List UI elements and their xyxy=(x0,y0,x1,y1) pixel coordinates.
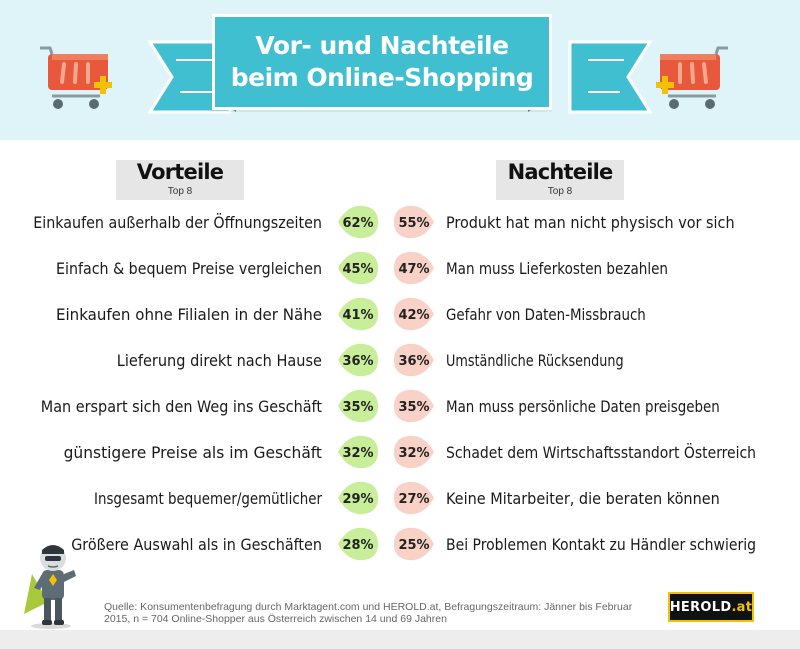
nachteil-value-label: 55% xyxy=(398,216,430,231)
logo-main: HEROLD xyxy=(669,599,732,615)
nachteil-value-label: 32% xyxy=(398,446,430,461)
vorteil-label: Einfach & bequem Preise vergleichen xyxy=(56,259,322,278)
nachteil-label: Keine Mitarbeiter, die beraten können xyxy=(446,489,720,508)
title-line-2: beim Online-Shopping xyxy=(230,63,534,92)
nachteil-label: Produkt hat man nicht physisch vor sich xyxy=(446,213,735,232)
vorteil-label: Insgesamt bequemer/gemütlicher xyxy=(94,489,323,508)
logo-suffix: .at xyxy=(731,599,753,615)
nachteil-label: Bei Problemen Kontakt zu Händler schwierig xyxy=(446,535,756,554)
vorteil-label: Lieferung direkt nach Hause xyxy=(116,351,323,370)
nachteil-value-label: 47% xyxy=(398,262,430,277)
nachteil-value-label: 35% xyxy=(398,400,430,415)
vorteil-label: Einkaufen ohne Filialen in der Nähe xyxy=(56,305,323,324)
nachteil-value-label: 25% xyxy=(398,538,430,553)
title-line-1: Vor- und Nachteile xyxy=(255,31,509,60)
nachteil-value-label: 36% xyxy=(398,354,430,369)
nachteil-label: Gefahr von Daten-Missbrauch xyxy=(446,305,646,324)
herold-logo xyxy=(668,592,754,622)
vorteil-value-label: 28% xyxy=(342,538,374,553)
nachteile-title: Nachteile xyxy=(507,160,613,184)
footer-band xyxy=(0,630,800,649)
vorteil-value-label: 35% xyxy=(342,400,374,415)
vorteile-subtitle: Top 8 xyxy=(167,186,193,197)
vorteil-value-label: 45% xyxy=(342,262,374,277)
nachteil-label: Umständliche Rücksendung xyxy=(446,351,624,370)
vorteil-value-label: 62% xyxy=(342,216,374,231)
nachteil-label: Man muss persönliche Daten preisgeben xyxy=(446,397,720,416)
vorteil-label: Man erspart sich den Weg ins Geschäft xyxy=(40,397,323,416)
nachteil-value-label: 27% xyxy=(398,492,430,507)
superhero-mascot-icon xyxy=(18,540,84,630)
vorteil-value-label: 41% xyxy=(342,308,374,323)
vorteil-value-label: 32% xyxy=(342,446,374,461)
nachteil-label: Man muss Lieferkosten bezahlen xyxy=(446,259,668,278)
vorteile-title: Vorteile xyxy=(136,160,224,184)
nachteil-label: Schadet dem Wirtschaftsstandort Österreich xyxy=(446,443,756,462)
nachteil-value-label: 42% xyxy=(398,308,430,323)
vorteil-value-label: 36% xyxy=(342,354,374,369)
vorteil-label: Einkaufen außerhalb der Öffnungszeiten xyxy=(33,213,322,232)
source-note: Quelle: Konsumentenbefragung durch Marktagent.com und HEROLD.at, Befragungszeitraum: Jänner bis Februar 2015, n = 704 Online-Shopper aus Österreich zwischen 14 und 69 Jahren xyxy=(104,601,633,625)
vorteil-value-label: 29% xyxy=(342,492,374,507)
vorteil-label: günstigere Preise als im Geschäft xyxy=(63,443,323,462)
nachteile-subtitle: Top 8 xyxy=(547,186,573,197)
vorteil-label: Größere Auswahl als in Geschäften xyxy=(71,535,322,554)
